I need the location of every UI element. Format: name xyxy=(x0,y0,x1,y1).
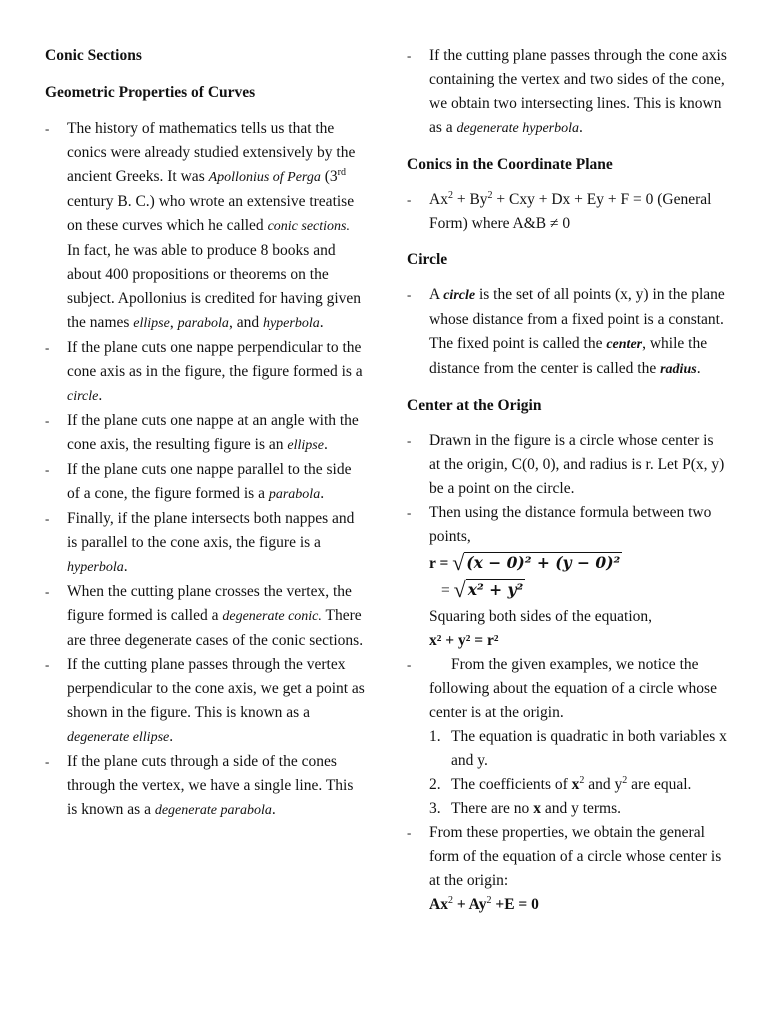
section-heading-coordinate-plane: Conics in the Coordinate Plane xyxy=(407,156,613,173)
list-item: - When the cutting plane crosses the vertex, the figure formed is called a degenerate conic. There are three degenerate cases of the conic sections. xyxy=(45,583,364,649)
circle-definition-item: - A circle is the set of all points (x, y) in the plane whose distance from a fixed point is a constant. The fixed point is called the center, while the distance from the center is called the radius. xyxy=(407,286,725,377)
left-bullet-list xyxy=(45,117,365,823)
list-item-degenerate-hyperbola: - If the cutting plane passes through the cone axis containing the vertex and two sides of the cone, we obtain two intersecting lines. This is known as a degenerate hyperbola. xyxy=(407,47,727,136)
list-item: - Then using the distance formula between two points, xyxy=(407,504,712,545)
list-item: - If the plane cuts one nappe parallel to the side of a cone, the figure formed is a parabola. xyxy=(45,461,352,502)
list-item: - From these properties, we obtain the general form of the equation of a circle whose center is at the origin: xyxy=(407,824,722,889)
left-column xyxy=(45,44,365,823)
numbered-item: 1. The equation is quadratic in both variables x and y. xyxy=(429,728,727,769)
list-item: - From the given examples, we notice the following about the equation of a circle whose center is at the origin. xyxy=(407,656,717,721)
simplified-equation: = √ x² + y² xyxy=(441,577,524,602)
list-item: - If the plane cuts one nappe at an angle with the cone axis, the resulting figure is an ellipse. xyxy=(45,412,359,453)
section-heading-center-origin: Center at the Origin xyxy=(407,397,542,414)
numbered-item: 2. The coefficients of $x^2$ and $y^2$ are equal. xyxy=(429,774,692,793)
square-root-icon: √ x² + y² xyxy=(453,577,524,602)
list-item: - The history of mathematics tells us that the conics were already studied extensively by the ancient Greeks. It was Apollonius of Perga (3rd century B. C.) who wrote an extensive treatise on these curves which he called conic sections. In fact, he was able to produce 8 books and about 400 propositions or theorems on the subject. Apollonius is credited for having given the names ellipse, parabola, and hyperbola. xyxy=(45,120,362,331)
numbered-item: 3. There are no x and y terms. xyxy=(429,800,622,817)
list-item: - Drawn in the figure is a circle whose center is at the origin, C(0, 0), and radius is r. Let P(x, y) be a point on the circle. xyxy=(407,432,725,497)
squaring-text: Squaring both sides of the equation, xyxy=(429,608,652,625)
document-title: Conic Sections xyxy=(45,47,142,64)
circle-equation: x² + y² = r² xyxy=(429,632,499,649)
right-column xyxy=(407,44,727,917)
list-item: - If the cutting plane passes through the vertex perpendicular to the cone axis, we get a point as shown in the figure. This is known as a degenerate ellipse. xyxy=(45,656,365,745)
list-item: - If the plane cuts one nappe perpendicular to the cone axis as in the figure, the figure formed is a circle. xyxy=(45,339,363,404)
general-circle-equation: $Ax^2 + Ay^2 +E = 0$ xyxy=(429,894,539,913)
list-item: - Finally, if the plane intersects both nappes and is parallel to the cone axis, the figure is a hyperbola. xyxy=(45,510,355,575)
section-heading-geometric: Geometric Properties of Curves xyxy=(45,84,256,101)
general-form-item: - $Ax^2 + By^2$ + Cxy + Dx + Ey + F = 0 (General Form) where A&B ≠ 0 xyxy=(407,189,712,232)
distance-equation: r = √ (x − 0)² + (y − 0)² xyxy=(429,550,621,575)
square-root-icon: √ (x − 0)² + (y − 0)² xyxy=(452,550,621,575)
section-heading-circle: Circle xyxy=(407,251,448,268)
list-item: - If the plane cuts through a side of the cones through the vertex, we have a single line. This is known as a degenerate parabola. xyxy=(45,753,354,818)
